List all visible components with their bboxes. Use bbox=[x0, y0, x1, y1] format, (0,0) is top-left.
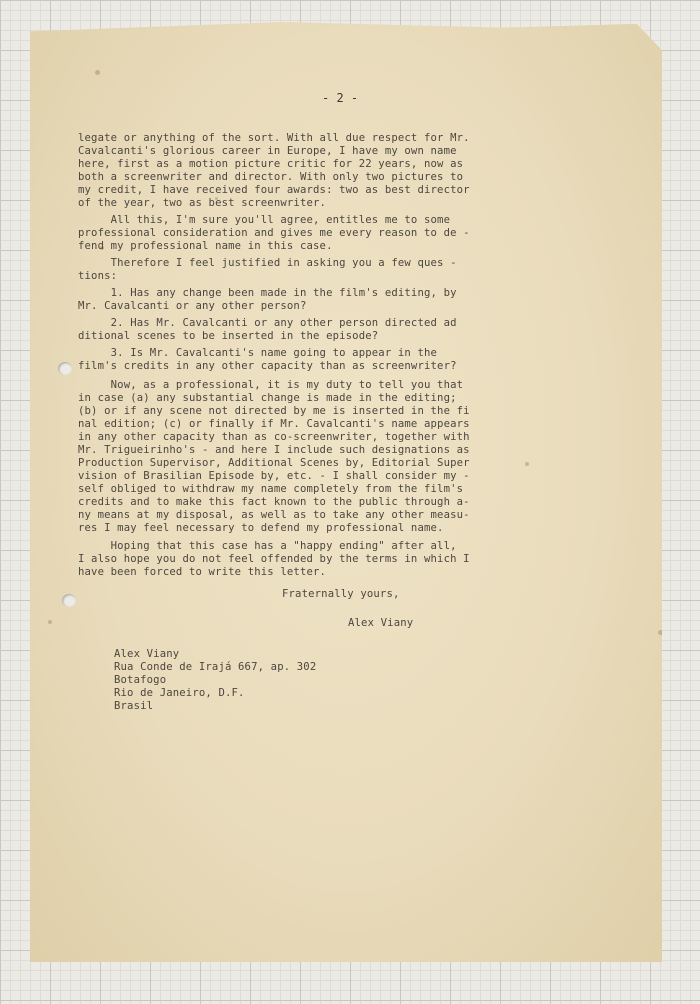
body-line: nal edition; (c) or finally if Mr. Cavalcanti's name appears bbox=[78, 418, 470, 430]
punch-hole-bottom bbox=[62, 594, 76, 607]
foxing-spot bbox=[95, 70, 100, 75]
body-line: my credit, I have received four awards: two as best director bbox=[78, 184, 470, 196]
body-line: self obliged to withdraw my name completely from the film's bbox=[78, 483, 464, 495]
address-line: Rua Conde de Irajá 667, ap. 302 bbox=[114, 661, 317, 673]
body-line: ny means at my disposal, as well as to take any other measu- bbox=[78, 509, 470, 521]
body-line: res I may feel necessary to defend my professional name. bbox=[78, 522, 444, 534]
punch-hole-top bbox=[58, 362, 72, 375]
body-line: Therefore I feel justified in asking you a few ques - bbox=[78, 257, 457, 269]
body-line: film's credits in any other capacity than as screenwriter? bbox=[78, 360, 457, 372]
body-line: of the year, two as best screenwriter. bbox=[78, 197, 327, 209]
body-line: Mr. Cavalcanti or any other person? bbox=[78, 300, 307, 312]
foxing-spot bbox=[48, 620, 52, 624]
body-line: legate or anything of the sort. With all due respect for Mr. bbox=[78, 132, 470, 144]
body-line: Cavalcanti's glorious career in Europe, I have my own name bbox=[78, 145, 457, 157]
body-line: 2. Has Mr. Cavalcanti or any other person directed ad bbox=[78, 317, 457, 329]
body-line: ditional scenes to be inserted in the episode? bbox=[78, 330, 379, 342]
letter-body bbox=[78, 90, 598, 727]
body-line: 3. Is Mr. Cavalcanti's name going to appear in the bbox=[78, 347, 438, 359]
body-line: fend my professional name in this case. bbox=[78, 240, 333, 252]
body-line: professional consideration and gives me every reason to de - bbox=[78, 227, 470, 239]
body-line: Production Supervisor, Additional Scenes by, Editorial Super bbox=[78, 457, 470, 469]
address-line: Rio de Janeiro, D.F. bbox=[114, 687, 245, 699]
signature-name: Alex Viany bbox=[348, 617, 414, 629]
body-line: both a screenwriter and director. With only two pictures to bbox=[78, 171, 464, 183]
body-line: in case (a) any substantial change is made in the editing; bbox=[78, 392, 457, 404]
closing: Fraternally yours, bbox=[282, 588, 400, 600]
foxing-spot bbox=[658, 630, 663, 635]
body-line: vision of Brasilian Episode by, etc. - I shall consider my - bbox=[78, 470, 470, 482]
address-line: Botafogo bbox=[114, 674, 167, 686]
body-line: in any other capacity than as co-screenwriter, together with bbox=[78, 431, 470, 443]
body-line: Now, as a professional, it is my duty to tell you that bbox=[78, 379, 464, 391]
body-line: 1. Has any change been made in the film's editing, by bbox=[78, 287, 457, 299]
body-line: tions: bbox=[78, 270, 118, 282]
address-line: Alex Viany bbox=[114, 648, 180, 660]
address-line: Brasil bbox=[114, 700, 154, 712]
body-line: credits and to make this fact known to the public through a- bbox=[78, 496, 470, 508]
body-line: (b) or if any scene not directed by me is inserted in the fi bbox=[78, 405, 470, 417]
body-line: All this, I'm sure you'll agree, entitles me to some bbox=[78, 214, 451, 226]
body-line: Mr. Trigueirinho's - and here I include such designations as bbox=[78, 444, 470, 456]
body-line: I also hope you do not feel offended by the terms in which I bbox=[78, 553, 470, 565]
page-number: - 2 - bbox=[322, 91, 359, 105]
body-line: here, first as a motion picture critic for 22 years, now as bbox=[78, 158, 464, 170]
body-line: have been forced to write this letter. bbox=[78, 566, 327, 578]
body-line: Hoping that this case has a "happy ending" after all, bbox=[78, 540, 457, 552]
